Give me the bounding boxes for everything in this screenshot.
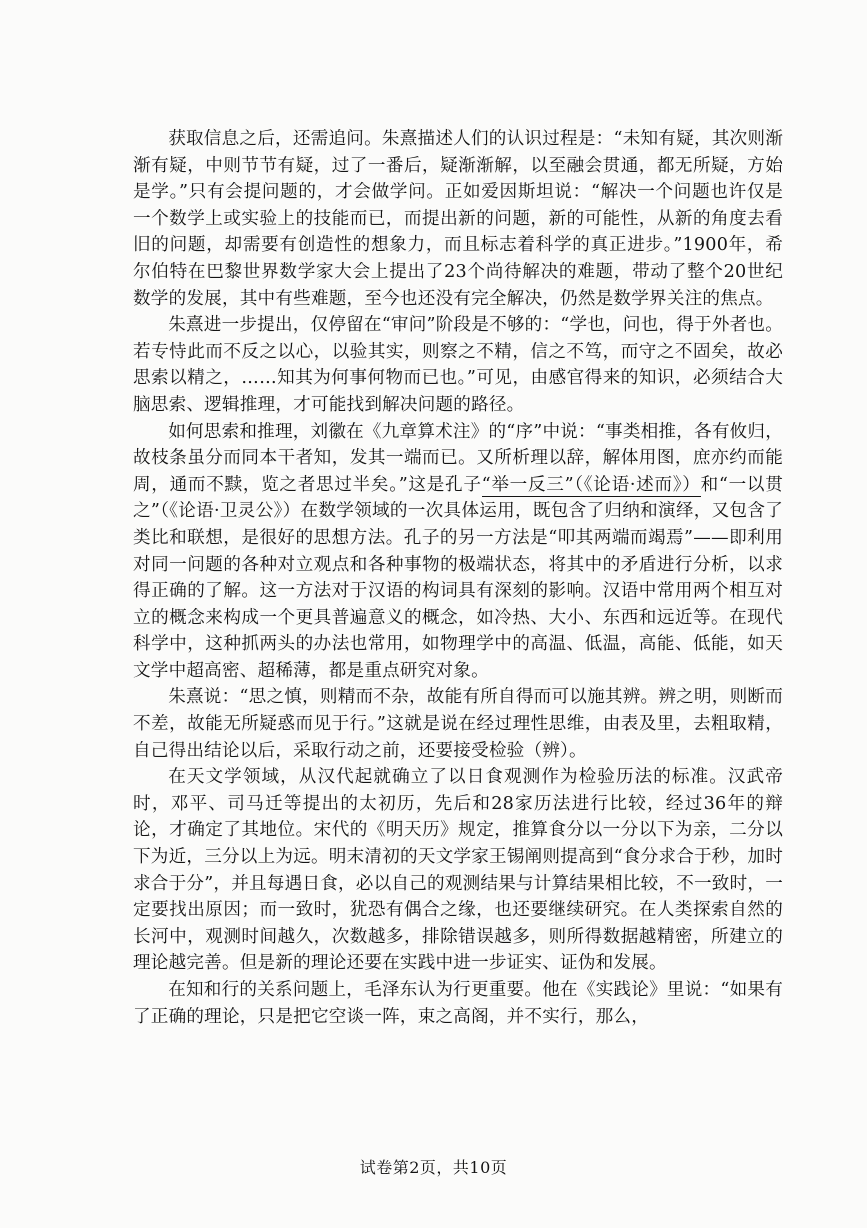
page-footer: 试卷第2页，共10页 <box>359 1158 508 1177</box>
paragraph-5: 在天文学领域，从汉代起就确立了以日食观测作为检验历法的标准。汉武帝时，邓平、司马迁等提出的太初历，先后和28家历法进行比较，经过36年的辩论，才确定了其地位。宋代的《明天历》规定，推算食分以一分以下为亲，二分以下为近，三分以上为远。明末清初的天文学家王锡阐则提高到“食分求合于秒，加时求合于分”，并且每遇日食，必以自己的观测结果与计算结果相比较，不一致时，一定要找出原因；而一致时，犹恐有偶合之缘，也还要继续研究。在人类探索自然的长河中，观测时间越久，次数越多，排除错误越多，则所得数据越精密，所建立的理论越完善。但是新的理论还要在实践中进一步证实、证伪和发展。 <box>133 767 783 974</box>
paragraph-2: 朱熹进一步提出，仅停留在“审问”阶段是不够的：“学也，问也，得于外者也。若专恃此而不反之以心，以验其实，则察之不精，信之不笃，而守之不固矣，故必思索以精之，……知其为何事何物而已也。”可见，由感官得来的知识，必须结合大脑思索、逻辑推理，才可能找到解决问题的路径。 <box>133 315 783 415</box>
underlined-phrase: “举一反三”（《论语·述而》） <box>481 474 701 495</box>
article-body <box>133 126 783 1030</box>
paragraph-1: 获取信息之后，还需追问。朱熹描述人们的认识过程是：“未知有疑，其次则渐渐有疑，中则节节有疑，过了一番后，疑渐渐解，以至融会贯通，都无所疑，方始是学。”只有会提问题的，才会做学问。正如爱因斯坦说：“解决一个问题也许仅是一个数学上或实验上的技能而已，而提出新的问题，新的可能性，从新的角度去看旧的问题，却需要有创造性的想象力，而且标志着科学的真正进步。”1900年，希尔伯特在巴黎世界数学家大会上提出了23个尚待解决的难题，带动了整个20世纪数学的发展，其中有些难题，至今也还没有完全解决，仍然是数学界关注的焦点。 <box>133 129 783 309</box>
paragraph-6: 在知和行的关系问题上，毛泽东认为行更重要。他在《实践论》里说：“如果有了正确的理论，只是把它空谈一阵，束之高阁，并不实行，那么， <box>133 980 783 1027</box>
paragraph-3-before: 如何思索和推理，刘徽在《九章算术注》的“序”中说：“事类相推，各有攸归，故枝条虽分而同本干者知，发其一端而已。又所析理以辞，解体用图，庶亦约而能周，通而不黩，览之者思过半矣。”这是孔子 <box>133 421 783 495</box>
paragraph-3 <box>133 419 783 685</box>
paragraph-4: 朱熹说：“思之慎，则精而不杂，故能有所自得而可以施其辨。辨之明，则断而不差，故能无所疑惑而见于行。”这就是说在经过理性思维，由表及里，去粗取精，自己得出结论以后，采取行动之前，还要接受检验（辨）。 <box>133 687 783 761</box>
paragraph-3-after: 和“一以贯之”（《论语·卫灵公》）在数学领域的一次具体运用，既包含了归纳和演绎，又包含了类比和联想，是很好的思想方法。孔子的另一方法是“叩其两端而竭焉”——即利用对同一问题的各种对立观点和各种事物的极端状态，将其中的矛盾进行分析，以求得正确的了解。这一方法对于汉语的构词具有深刻的影响。汉语中常用两个相互对立的概念来构成一个更具普遍意义的概念，如冷热、大小、东西和远近等。在现代科学中，这种抓两头的办法也常用，如物理学中的高温、低温，高能、低能，如天文学中超高密、超稀薄，都是重点研究对象。 <box>133 474 783 681</box>
